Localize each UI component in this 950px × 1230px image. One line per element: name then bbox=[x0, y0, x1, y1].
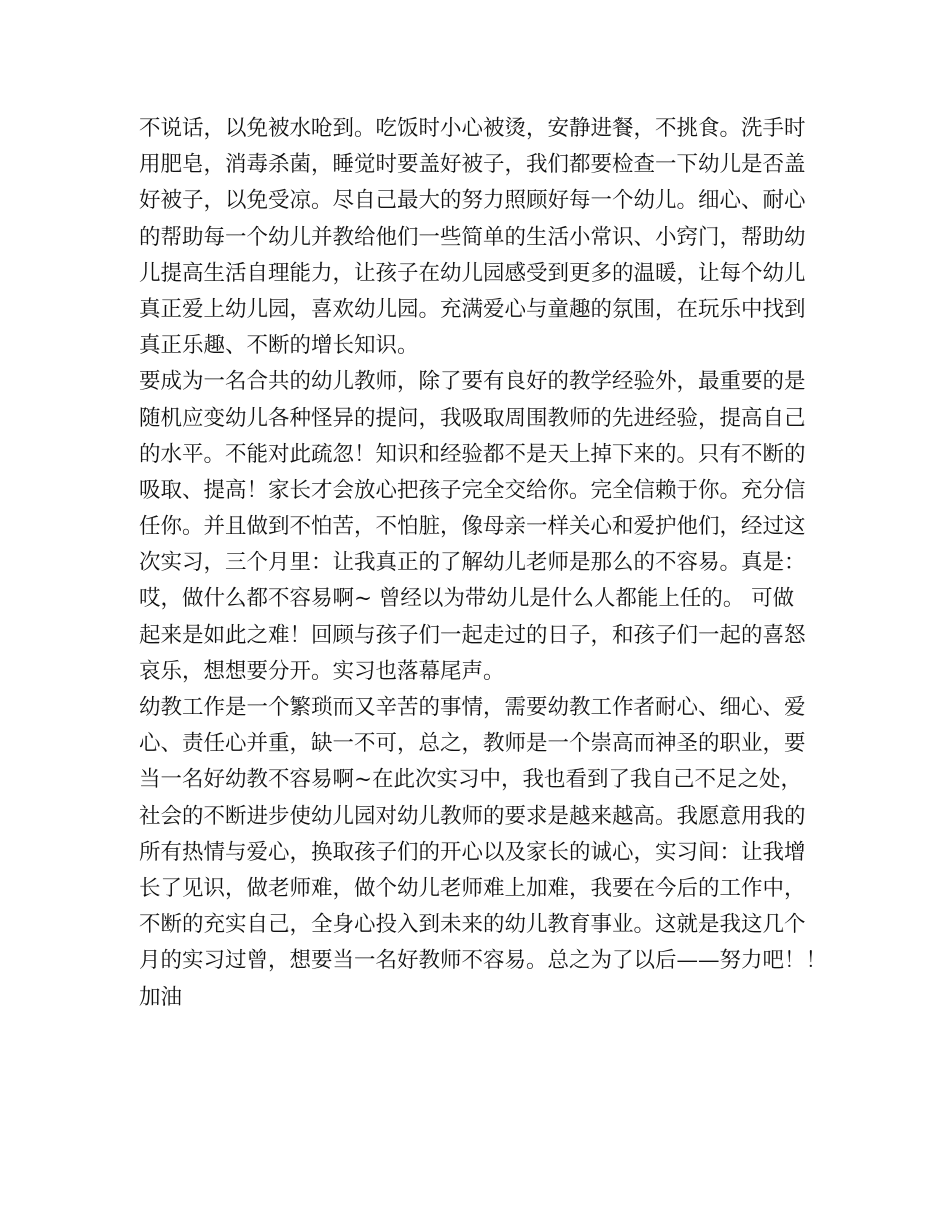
text-line: 好被子，以免受凉。尽自己最大的努力照顾好每一个幼儿。细心、耐心 bbox=[139, 188, 806, 214]
text-line: 所有热情与爱心，换取孩子们的开心以及家长的诚心，实习间：让我增 bbox=[139, 839, 806, 865]
text-line: 哎，做什么都不容易啊~ 曾经以为带幼儿是什么人都能上任的。 可做 bbox=[139, 586, 795, 612]
text-line: 吸取、提高！家长才会放心把孩子完全交给你。完全信赖于你。充分信 bbox=[139, 477, 806, 503]
body-text bbox=[139, 111, 829, 1016]
text-line: 不断的充实自己，全身心投入到未来的幼儿教育事业。这就是我这几个 bbox=[139, 912, 806, 938]
text-line: 用肥皂，消毒杀菌，睡觉时要盖好被子，我们都要检查一下幼儿是否盖 bbox=[139, 152, 806, 178]
text-line: 任你。并且做到不怕苦，不怕脏，像母亲一样关心和爱护他们，经过这 bbox=[139, 514, 806, 540]
text-line: 社会的不断进步使幼儿园对幼儿教师的要求是越来越高。我愿意用我的 bbox=[139, 803, 806, 829]
text-line: 哀乐，想想要分开。实习也落幕尾声。 bbox=[139, 658, 505, 684]
text-line: 真正爱上幼儿园，喜欢幼儿园。充满爱心与童趣的氛围，在玩乐中找到 bbox=[139, 296, 806, 322]
text-line: 要成为一名合共的幼儿教师，除了要有良好的教学经验外，最重要的是 bbox=[139, 369, 806, 395]
text-line: 起来是如此之难！回顾与孩子们一起走过的日子，和孩子们一起的喜怒 bbox=[139, 622, 806, 648]
text-line: 不说话，以免被水呛到。吃饭时小心被烫，安静进餐，不挑食。洗手时 bbox=[139, 116, 806, 141]
text-line: 当一名好幼教不容易啊~在此次实习中，我也看到了我自己不足之处， bbox=[139, 767, 803, 793]
text-line: 随机应变幼儿各种怪异的提问，我吸取周围教师的先进经验，提高自己 bbox=[139, 405, 806, 431]
text-line: 的水平。不能对此疏忽！知识和经验都不是天上掉下来的。只有不断的 bbox=[139, 441, 806, 467]
text-line: 次实习，三个月里：让我真正的了解幼儿老师是那么的不容易。真是： bbox=[139, 550, 806, 576]
text-line: 长了见识，做老师难，做个幼儿老师难上加难，我要在今后的工作中， bbox=[139, 875, 806, 901]
text-line: 幼教工作是一个繁琐而又辛苦的事情，需要幼教工作者耐心、细心、爱 bbox=[139, 695, 806, 720]
text-line: 月的实习过曾，想要当一名好教师不容易。总之为了以后——努力吧！！ bbox=[139, 948, 828, 974]
text-line: 的帮助每一个幼儿并教给他们一些简单的生活小常识、小窍门，帮助幼 bbox=[139, 224, 806, 250]
text-line: 真正乐趣、不断的增长知识。 bbox=[139, 333, 419, 359]
text-line: 儿提高生活自理能力，让孩子在幼儿园感受到更多的温暖，让每个幼儿 bbox=[139, 260, 806, 286]
text-line: 加油 bbox=[139, 984, 183, 1010]
text-line: 心、责任心并重，缺一不可，总之，教师是一个崇高而神圣的职业，要 bbox=[139, 731, 806, 757]
